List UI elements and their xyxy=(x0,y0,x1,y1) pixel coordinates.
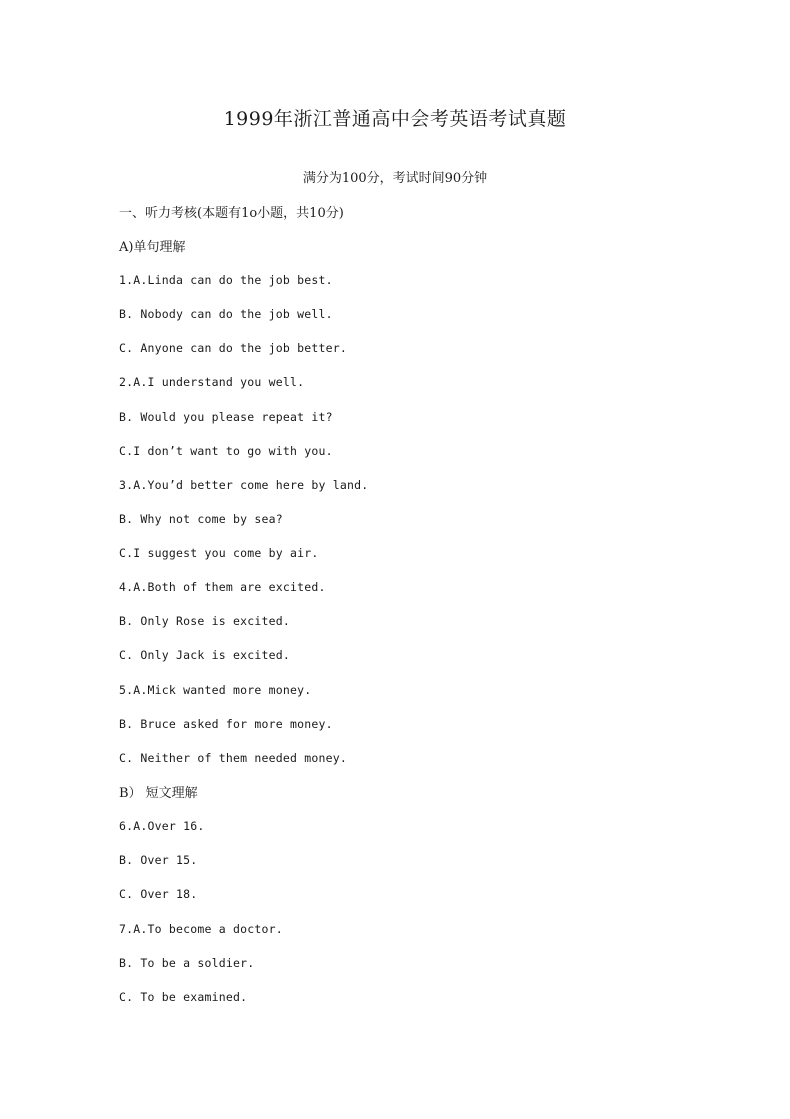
answer-option: C. Only Jack is excited. xyxy=(119,648,290,662)
answer-option: 1.A.Linda can do the job best. xyxy=(119,273,333,287)
part-b-heading: B） 短文理解 xyxy=(119,786,198,801)
answer-option: B. To be a soldier. xyxy=(119,956,255,970)
answer-option: 4.A.Both of them are excited. xyxy=(119,580,326,594)
answer-option: C. Anyone can do the job better. xyxy=(119,341,347,355)
answer-option: 6.A.Over 16. xyxy=(119,819,205,833)
answer-option: C. To be examined. xyxy=(119,990,248,1004)
answer-option: C.I suggest you come by air. xyxy=(119,546,319,560)
answer-option: B. Why not come by sea? xyxy=(119,512,283,526)
answer-option: C.I don’t want to go with you. xyxy=(119,444,333,458)
answer-option: 3.A.You’d better come here by land. xyxy=(119,478,369,492)
answer-option: C. Over 18. xyxy=(119,887,198,901)
answer-option: B. Only Rose is excited. xyxy=(119,614,290,628)
answer-option: B. Over 15. xyxy=(119,853,198,867)
answer-option: 7.A.To become a doctor. xyxy=(119,922,283,936)
document-title: 1999年浙江普通高中会考英语考试真题 xyxy=(223,108,567,130)
answer-option: B. Nobody can do the job well. xyxy=(119,307,333,321)
answer-option: B. Bruce asked for more money. xyxy=(119,717,333,731)
exam-info: 满分为100分，考试时间90分钟 xyxy=(302,171,488,186)
answer-option: 5.A.Mick wanted more money. xyxy=(119,683,312,697)
part-a-heading: A)单句理解 xyxy=(119,240,186,255)
answer-option: C. Neither of them needed money. xyxy=(119,751,347,765)
answer-option: B. Would you please repeat it? xyxy=(119,410,333,424)
section-heading: 一、听力考核(本题有1o小题，共10分) xyxy=(119,206,344,221)
answer-option: 2.A.I understand you well. xyxy=(119,375,305,389)
